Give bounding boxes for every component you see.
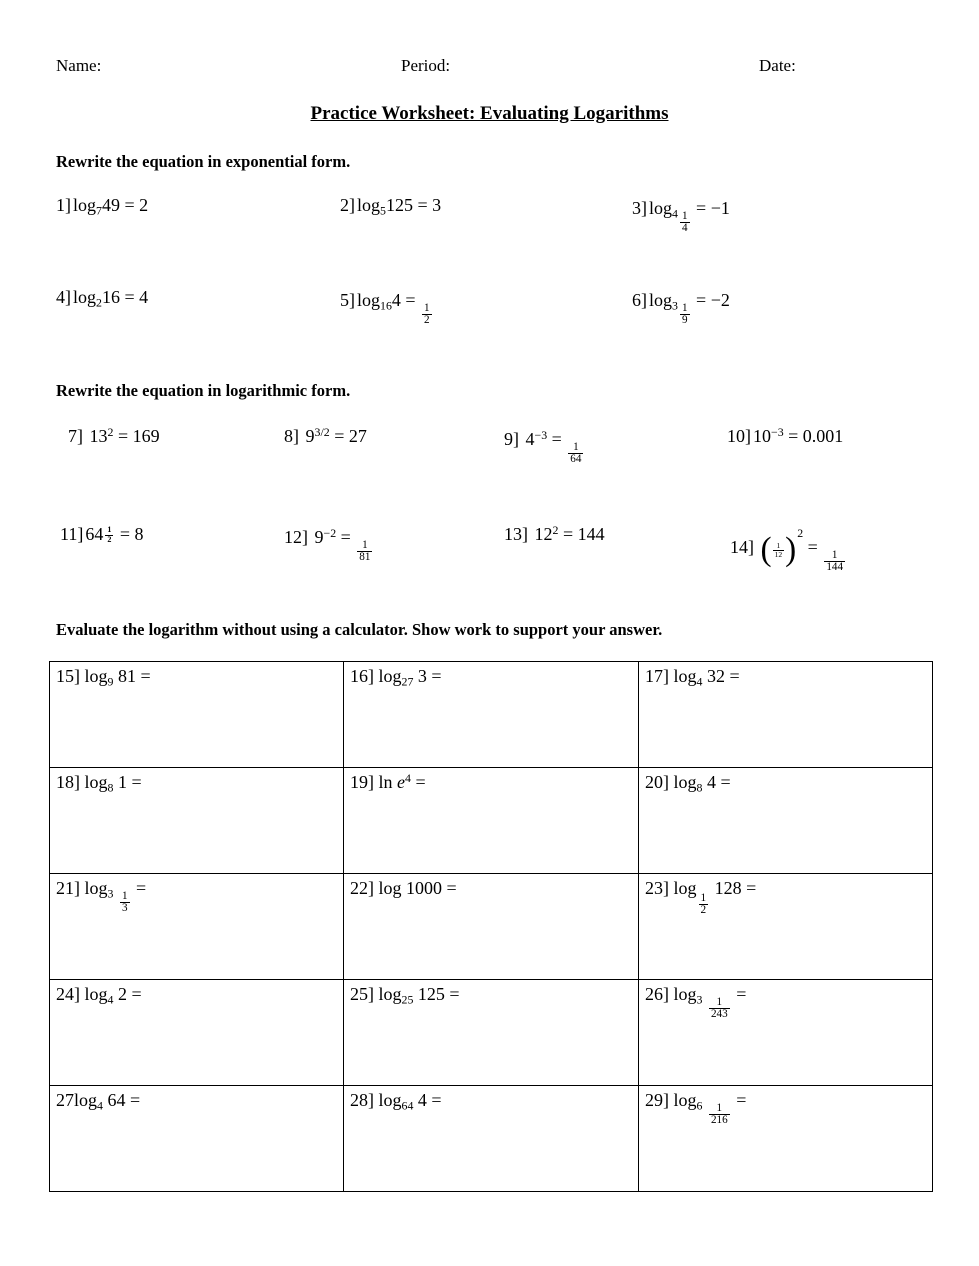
problem-26-fraction: $\frac{1}{243}$: [710, 995, 728, 1021]
problem-21-base: 3: [107, 886, 114, 901]
problem-7-exponent: 2: [107, 425, 114, 439]
problem-21: 21] $\log_3$ $\frac{1}{3}$ =: [56, 878, 147, 915]
problem-25-number: 25]: [350, 984, 374, 1004]
problem-21-number: 21]: [56, 878, 80, 898]
problem-22-function: log: [378, 878, 402, 898]
problem-21-equals: =: [136, 878, 147, 898]
problem-17-argument: 32: [706, 666, 725, 686]
worksheet-header: [56, 56, 916, 80]
problem-22-argument: 1000: [406, 878, 443, 898]
problem-15-argument: 81: [117, 666, 136, 686]
problem-29: 29] $\log_6$ $\frac{1}{216}$ =: [645, 1090, 747, 1127]
problem-17-number: 17]: [645, 666, 669, 686]
problem-16: 16] $\log_{27} 3$ =: [350, 666, 442, 689]
problem-8-rhs: 27: [348, 426, 367, 447]
problem-26-base: 3: [696, 992, 703, 1007]
table-cell-28[interactable]: [344, 1086, 639, 1192]
problem-18: 18] $\log_8 1$ =: [56, 772, 142, 795]
problem-2-base: 5: [380, 203, 386, 218]
problem-28-base: 64: [401, 1098, 414, 1113]
page-title: Practice Worksheet: Evaluating Logarithms: [310, 103, 669, 124]
problem-19-number: 19]: [350, 772, 374, 793]
problem-10-mantissa: 10: [753, 426, 771, 447]
problem-2: 2] $\log_5125 = 3$: [340, 195, 442, 218]
problem-6-base: 3: [672, 298, 678, 313]
problem-14-number: 14]: [730, 537, 754, 558]
problem-2-argument: 125: [385, 195, 413, 215]
table-cell-19[interactable]: [344, 768, 639, 874]
problem-8: 8] $9^{3/2} = 27$: [284, 425, 367, 447]
problem-24-base: 4: [107, 992, 114, 1007]
problem-5: 5] $\log_{16}4$ = $\frac{1}{2}$: [340, 290, 430, 327]
evaluate-table: [49, 661, 933, 1192]
problem-7-rhs: 169: [132, 426, 160, 447]
problem-16-base: 27: [401, 674, 414, 689]
problem-20-equals: =: [720, 772, 731, 792]
problem-29-fraction: $\frac{1}{216}$: [710, 1101, 728, 1127]
problem-26: 26] $\log_3$ $\frac{1}{243}$ =: [645, 984, 747, 1021]
problem-12-exponent: −2: [323, 526, 337, 540]
problem-6: 6] $\log_3$ $\frac{1}{9}$ = −2: [632, 290, 730, 327]
problem-23-base: 1 2: [700, 891, 707, 917]
problem-12-mantissa: 9: [314, 527, 324, 548]
problem-27: [56, 1091, 140, 1112]
problem-13-exponent: 2: [552, 523, 559, 537]
problem-22-number: 22]: [350, 878, 374, 898]
problem-4-argument: 16: [101, 287, 120, 307]
problem-11-exponent-fraction: $\frac{1}{2}$: [107, 525, 112, 544]
problem-18-number: 18]: [56, 772, 80, 792]
problem-28-number: 28]: [350, 1090, 374, 1110]
problem-27-number: 27: [56, 1090, 74, 1110]
problem-16-equals: =: [431, 666, 442, 686]
problem-16-number: 16]: [350, 666, 374, 686]
problem-14-exponent: 2: [797, 526, 804, 540]
problem-18-base: 8: [107, 780, 114, 795]
problem-3-number: 3]: [632, 198, 647, 218]
problem-19-mantissa: e: [397, 772, 406, 793]
problem-9-number: 9]: [504, 429, 519, 450]
period-label: Period:: [401, 56, 451, 75]
problem-17-base: 4: [696, 674, 703, 689]
problem-5-base: 16: [380, 298, 392, 313]
problem-23-equals: =: [746, 878, 757, 898]
problem-15-number: 15]: [56, 666, 80, 686]
problem-19-equals: =: [415, 772, 426, 793]
problem-25-argument: 125: [417, 984, 445, 1004]
table-cell-16[interactable]: [344, 662, 639, 768]
problem-4: 4] $\log_216 = 4$: [56, 287, 149, 310]
table-row: [50, 980, 933, 1086]
problem-21-fraction: $\frac{1}{3}$: [121, 889, 128, 915]
problem-11: 11] 64 $\frac{1}{2}$ = 8: [60, 524, 144, 544]
problem-3-rhs: −1: [710, 198, 730, 218]
problem-11-number: 11]: [60, 524, 84, 544]
table-row: [50, 1086, 933, 1192]
problem-8-exponent: 3/2: [314, 425, 330, 439]
problem-18-argument: 1: [117, 772, 127, 792]
table-row: [50, 768, 933, 874]
table-cell-17[interactable]: [639, 662, 933, 768]
problem-4-rhs: 4: [139, 287, 149, 307]
problem-25-equals: =: [449, 984, 460, 1004]
problem-20-number: 20]: [645, 772, 669, 792]
problem-24-number: 24]: [56, 984, 80, 1004]
problem-13-mantissa: 12: [534, 524, 553, 545]
problem-11-mantissa: 64: [85, 524, 104, 544]
problem-9-fraction: $\frac{1}{64}$: [570, 440, 582, 466]
problem-12-number: 12]: [284, 527, 308, 548]
table-cell-25[interactable]: [344, 980, 639, 1086]
problem-29-base: 6: [696, 1098, 703, 1113]
problem-10: 10] $10^{-3} = 0.001$: [727, 425, 844, 447]
problem-28: 28] $\log_{64} 4$ =: [350, 1090, 442, 1113]
problem-15-base: 9: [107, 674, 114, 689]
problem-14-parenthesized-fraction: ( $\frac{1}{12}$ ): [760, 530, 797, 568]
right-paren-icon: ): [785, 530, 797, 568]
problem-27-equals: =: [129, 1090, 141, 1110]
problem-27-argument: 64: [107, 1090, 126, 1110]
problem-9: 9] $4^{-3}$ = $\frac{1}{64}$: [504, 428, 582, 466]
problem-6-number: 6]: [632, 290, 647, 310]
problem-10-exponent: −3: [771, 425, 784, 439]
section-heading-logarithmic: Rewrite the equation in logarithmic form.: [56, 381, 351, 400]
problem-14: 14] ( $\frac{1}{12}$ ) $^2$ = $\frac{1}{144}$: [730, 526, 844, 574]
table-cell-21[interactable]: [50, 874, 344, 980]
problem-6-rhs: −2: [710, 290, 730, 310]
problem-10-rhs: 0.001: [802, 426, 844, 447]
problem-17-equals: =: [729, 666, 740, 686]
section-heading-evaluate: Evaluate the logarithm without using a calculator. Show work to support your answer.: [56, 620, 663, 639]
problem-6-fraction: $\frac{1}{9}$: [681, 301, 688, 327]
problem-3-fraction: $\frac{1}{4}$: [681, 209, 688, 235]
table-cell-29[interactable]: [639, 1086, 933, 1192]
problem-14-rhs-fraction: $\frac{1}{144}$: [826, 548, 844, 574]
table-cell-15[interactable]: [50, 662, 344, 768]
problem-2-number: 2]: [340, 195, 355, 215]
problem-3: 3] $\log_4$ $\frac{1}{4}$ = −1: [632, 198, 730, 235]
problem-15-equals: =: [140, 666, 151, 686]
problem-20-argument: 4: [706, 772, 716, 792]
problem-5-fraction: $\frac{1}{2}$: [424, 301, 430, 327]
problem-20-base: 8: [696, 780, 703, 795]
problem-3-base: 4: [672, 206, 678, 221]
problem-5-number: 5]: [340, 290, 355, 310]
date-label: Date:: [759, 56, 796, 75]
problem-27-log-word: log: [74, 1090, 98, 1110]
problem-1-base: 7: [96, 203, 102, 218]
section-heading-exponential: Rewrite the equation in exponential form.: [56, 152, 351, 171]
table-cell-22[interactable]: [344, 874, 639, 980]
problem-26-number: 26]: [645, 984, 669, 1004]
table-cell-23[interactable]: [639, 874, 933, 980]
problem-24-argument: 2: [117, 984, 127, 1004]
table-row: [50, 662, 933, 768]
problem-11-rhs: 8: [134, 524, 144, 544]
problem-5-argument: 4: [391, 290, 401, 310]
problem-19-function: ln: [378, 772, 393, 793]
problem-13-number: 13]: [504, 524, 528, 545]
problem-25: 25] $\log_{25} 125$ =: [350, 984, 460, 1007]
problem-19: [350, 773, 426, 791]
problem-26-equals: =: [736, 984, 747, 1004]
problem-7-mantissa: 13: [89, 426, 108, 447]
problem-29-number: 29]: [645, 1090, 669, 1110]
problem-24-equals: =: [131, 984, 142, 1004]
problem-9-exponent: −3: [534, 428, 548, 442]
problem-4-number: 4]: [56, 287, 71, 307]
problem-24: 24] $\log_4 2$ =: [56, 984, 142, 1007]
problem-20: 20] $\log_8 4$ =: [645, 772, 731, 795]
problem-1-rhs: 2: [139, 195, 149, 215]
table-row: [50, 874, 933, 980]
problem-22-equals: =: [446, 878, 457, 898]
problem-15: 15] $\log_9 81$ =: [56, 666, 151, 689]
problem-1-number: 1]: [56, 195, 71, 215]
name-label: Name:: [56, 56, 102, 75]
problem-19-exponent: 4: [405, 771, 411, 785]
table-cell-20[interactable]: [639, 768, 933, 874]
problem-4-base: 2: [96, 295, 102, 310]
problem-8-number: 8]: [284, 426, 299, 447]
problem-17: 17] $\log_4 32$ =: [645, 666, 740, 689]
problem-7-number: 7]: [68, 426, 83, 447]
problem-12: 12] $9^{-2}$ = $\frac{1}{81}$: [284, 526, 371, 564]
problem-1: 1] $\log_749 = 2$: [56, 195, 149, 218]
problem-7: 7] $13^2 = 169$: [68, 425, 160, 447]
problem-8-mantissa: 9: [305, 426, 315, 447]
problem-25-base: 25: [401, 992, 414, 1007]
problem-1-argument: 49: [101, 195, 120, 215]
problem-27-base: 4: [97, 1098, 103, 1113]
problem-23-argument: 128: [714, 878, 742, 898]
table-cell-26[interactable]: [639, 980, 933, 1086]
table-cell-27[interactable]: [50, 1086, 344, 1192]
problem-29-equals: =: [736, 1090, 747, 1110]
table-cell-24[interactable]: [50, 980, 344, 1086]
problem-28-equals: =: [431, 1090, 442, 1110]
problem-16-argument: 3: [417, 666, 427, 686]
problem-22: [350, 879, 457, 897]
problem-13-rhs: 144: [577, 524, 605, 545]
problem-28-argument: 4: [417, 1090, 427, 1110]
left-paren-icon: (: [760, 530, 772, 568]
problem-23-number: 23]: [645, 878, 669, 898]
problem-13: 13] $12^2 = 144$: [504, 523, 605, 545]
problem-10-number: 10]: [727, 426, 751, 447]
problem-12-fraction: $\frac{1}{81}$: [359, 538, 371, 564]
problem-18-equals: =: [131, 772, 142, 792]
problem-9-mantissa: 4: [525, 429, 535, 450]
problem-23: 23] log $_{\frac{1}{2}}$ 128 =: [645, 878, 757, 917]
table-cell-18[interactable]: [50, 768, 344, 874]
problem-2-rhs: 3: [432, 195, 442, 215]
